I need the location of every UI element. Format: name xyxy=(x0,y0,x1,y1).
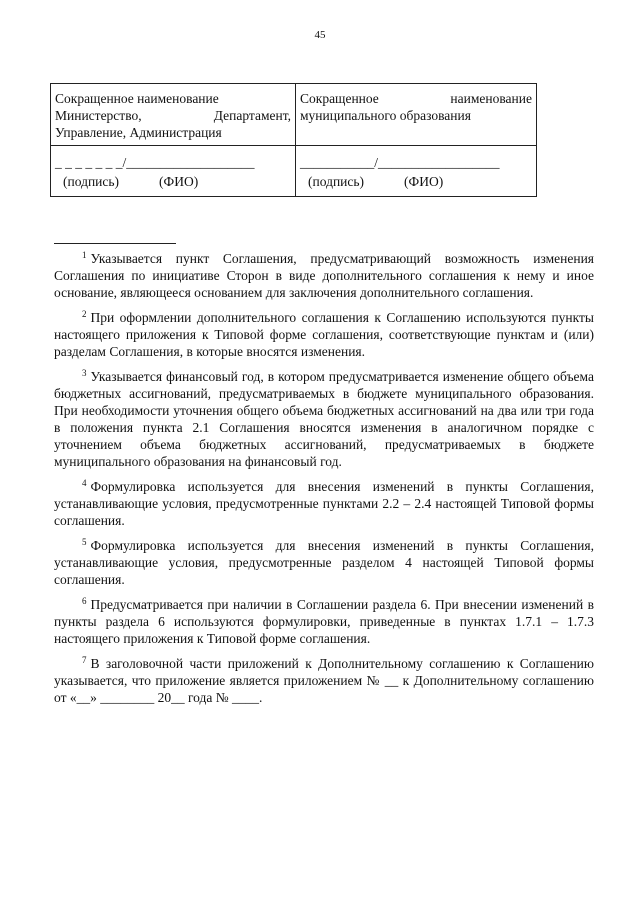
left-header-line-1: Сокращенное наименование xyxy=(55,91,219,106)
footnote-7 xyxy=(54,655,594,706)
footnote-marker: 5 xyxy=(82,537,87,547)
footnote-1 xyxy=(54,250,594,301)
footnote-separator xyxy=(54,243,176,244)
footnote-text: Указывается пункт Соглашения, предусматривающий возможность изменения Соглашения по инициативе Сторон в виде дополнительного соглашения к нему и иное основание, являющееся основанием для заключения дополнительного соглашения. xyxy=(54,251,594,300)
left-header-line-2: Министерство, Департамент, xyxy=(55,108,291,123)
left-name-label: (ФИО) xyxy=(159,174,199,189)
left-signature-cell xyxy=(51,146,296,197)
left-signature-line: _ _ _ _ _ _ _/___________________ xyxy=(55,155,255,170)
right-signature-cell xyxy=(296,146,537,197)
footnote-4 xyxy=(54,478,594,529)
footnotes xyxy=(54,250,594,714)
footnote-marker: 4 xyxy=(82,478,87,488)
footnote-2 xyxy=(54,309,594,360)
footnote-6 xyxy=(54,596,594,647)
right-signature-label: (подпись) xyxy=(308,174,365,189)
footnote-5 xyxy=(54,537,594,588)
left-signature-label: (подпись) xyxy=(63,174,120,189)
footnote-marker: 3 xyxy=(82,368,87,378)
footnote-text: При оформлении дополнительного соглашения к Соглашению используются пункты настоящего приложения к Типовой форме соглашения, соответствующие пунктам и (или) разделам Соглашения, в которые вносятся изменения. xyxy=(54,310,594,359)
right-header-line-1: Сокращенное наименование xyxy=(300,91,532,106)
footnote-text: Указывается финансовый год, в котором предусматривается изменение общего объема бюджетных ассигнований, предусматриваемых в бюджете муниципального образования. При необходимости уточнения общего объема бюджетных ассигнований на два или три года в положения пункта 2.1 Соглашения вносятся изменения в аналогичном порядке с уточнением объема бюджетных ассигнований, предусматриваемых в бюджете муниципального образования на финансовый год. xyxy=(54,369,594,469)
signature-table xyxy=(50,83,537,197)
right-signature-line: ___________/__________________ xyxy=(300,155,500,170)
page-number: 45 xyxy=(314,29,326,41)
footnote-text: В заголовочной части приложений к Дополнительному соглашению к Соглашению указывается, что приложение является приложением № __ к Дополнительному соглашению от «__» ________ 20__ года № ____. xyxy=(54,656,594,705)
left-header-line-3: Управление, Администрация xyxy=(55,125,222,140)
footnote-text: Формулировка используется для внесения изменений в пункты Соглашения, устанавливающие условия, предусмотренные разделом 4 настоящей Типовой формы соглашения. xyxy=(54,538,594,587)
footnote-marker: 1 xyxy=(82,250,87,260)
right-header-line-2: муниципального образования xyxy=(300,108,471,123)
footnote-marker: 2 xyxy=(82,309,87,319)
left-party-cell xyxy=(51,84,296,146)
right-name-label: (ФИО) xyxy=(404,174,444,189)
right-party-cell xyxy=(296,84,537,146)
footnote-3 xyxy=(54,368,594,470)
footnote-marker: 6 xyxy=(82,596,87,606)
footnote-text: Формулировка используется для внесения изменений в пункты Соглашения, устанавливающие условия, предусмотренные пунктами 2.2 – 2.4 настоящей Типовой формы соглашения. xyxy=(54,479,594,528)
footnote-text: Предусматривается при наличии в Соглашении раздела 6. При внесении изменений в пункты раздела 6 используются формулировки, приведенные в пунктах 1.7.1 – 1.7.3 настоящего приложения к Типовой форме соглашения. xyxy=(54,597,594,646)
footnote-marker: 7 xyxy=(82,655,87,665)
